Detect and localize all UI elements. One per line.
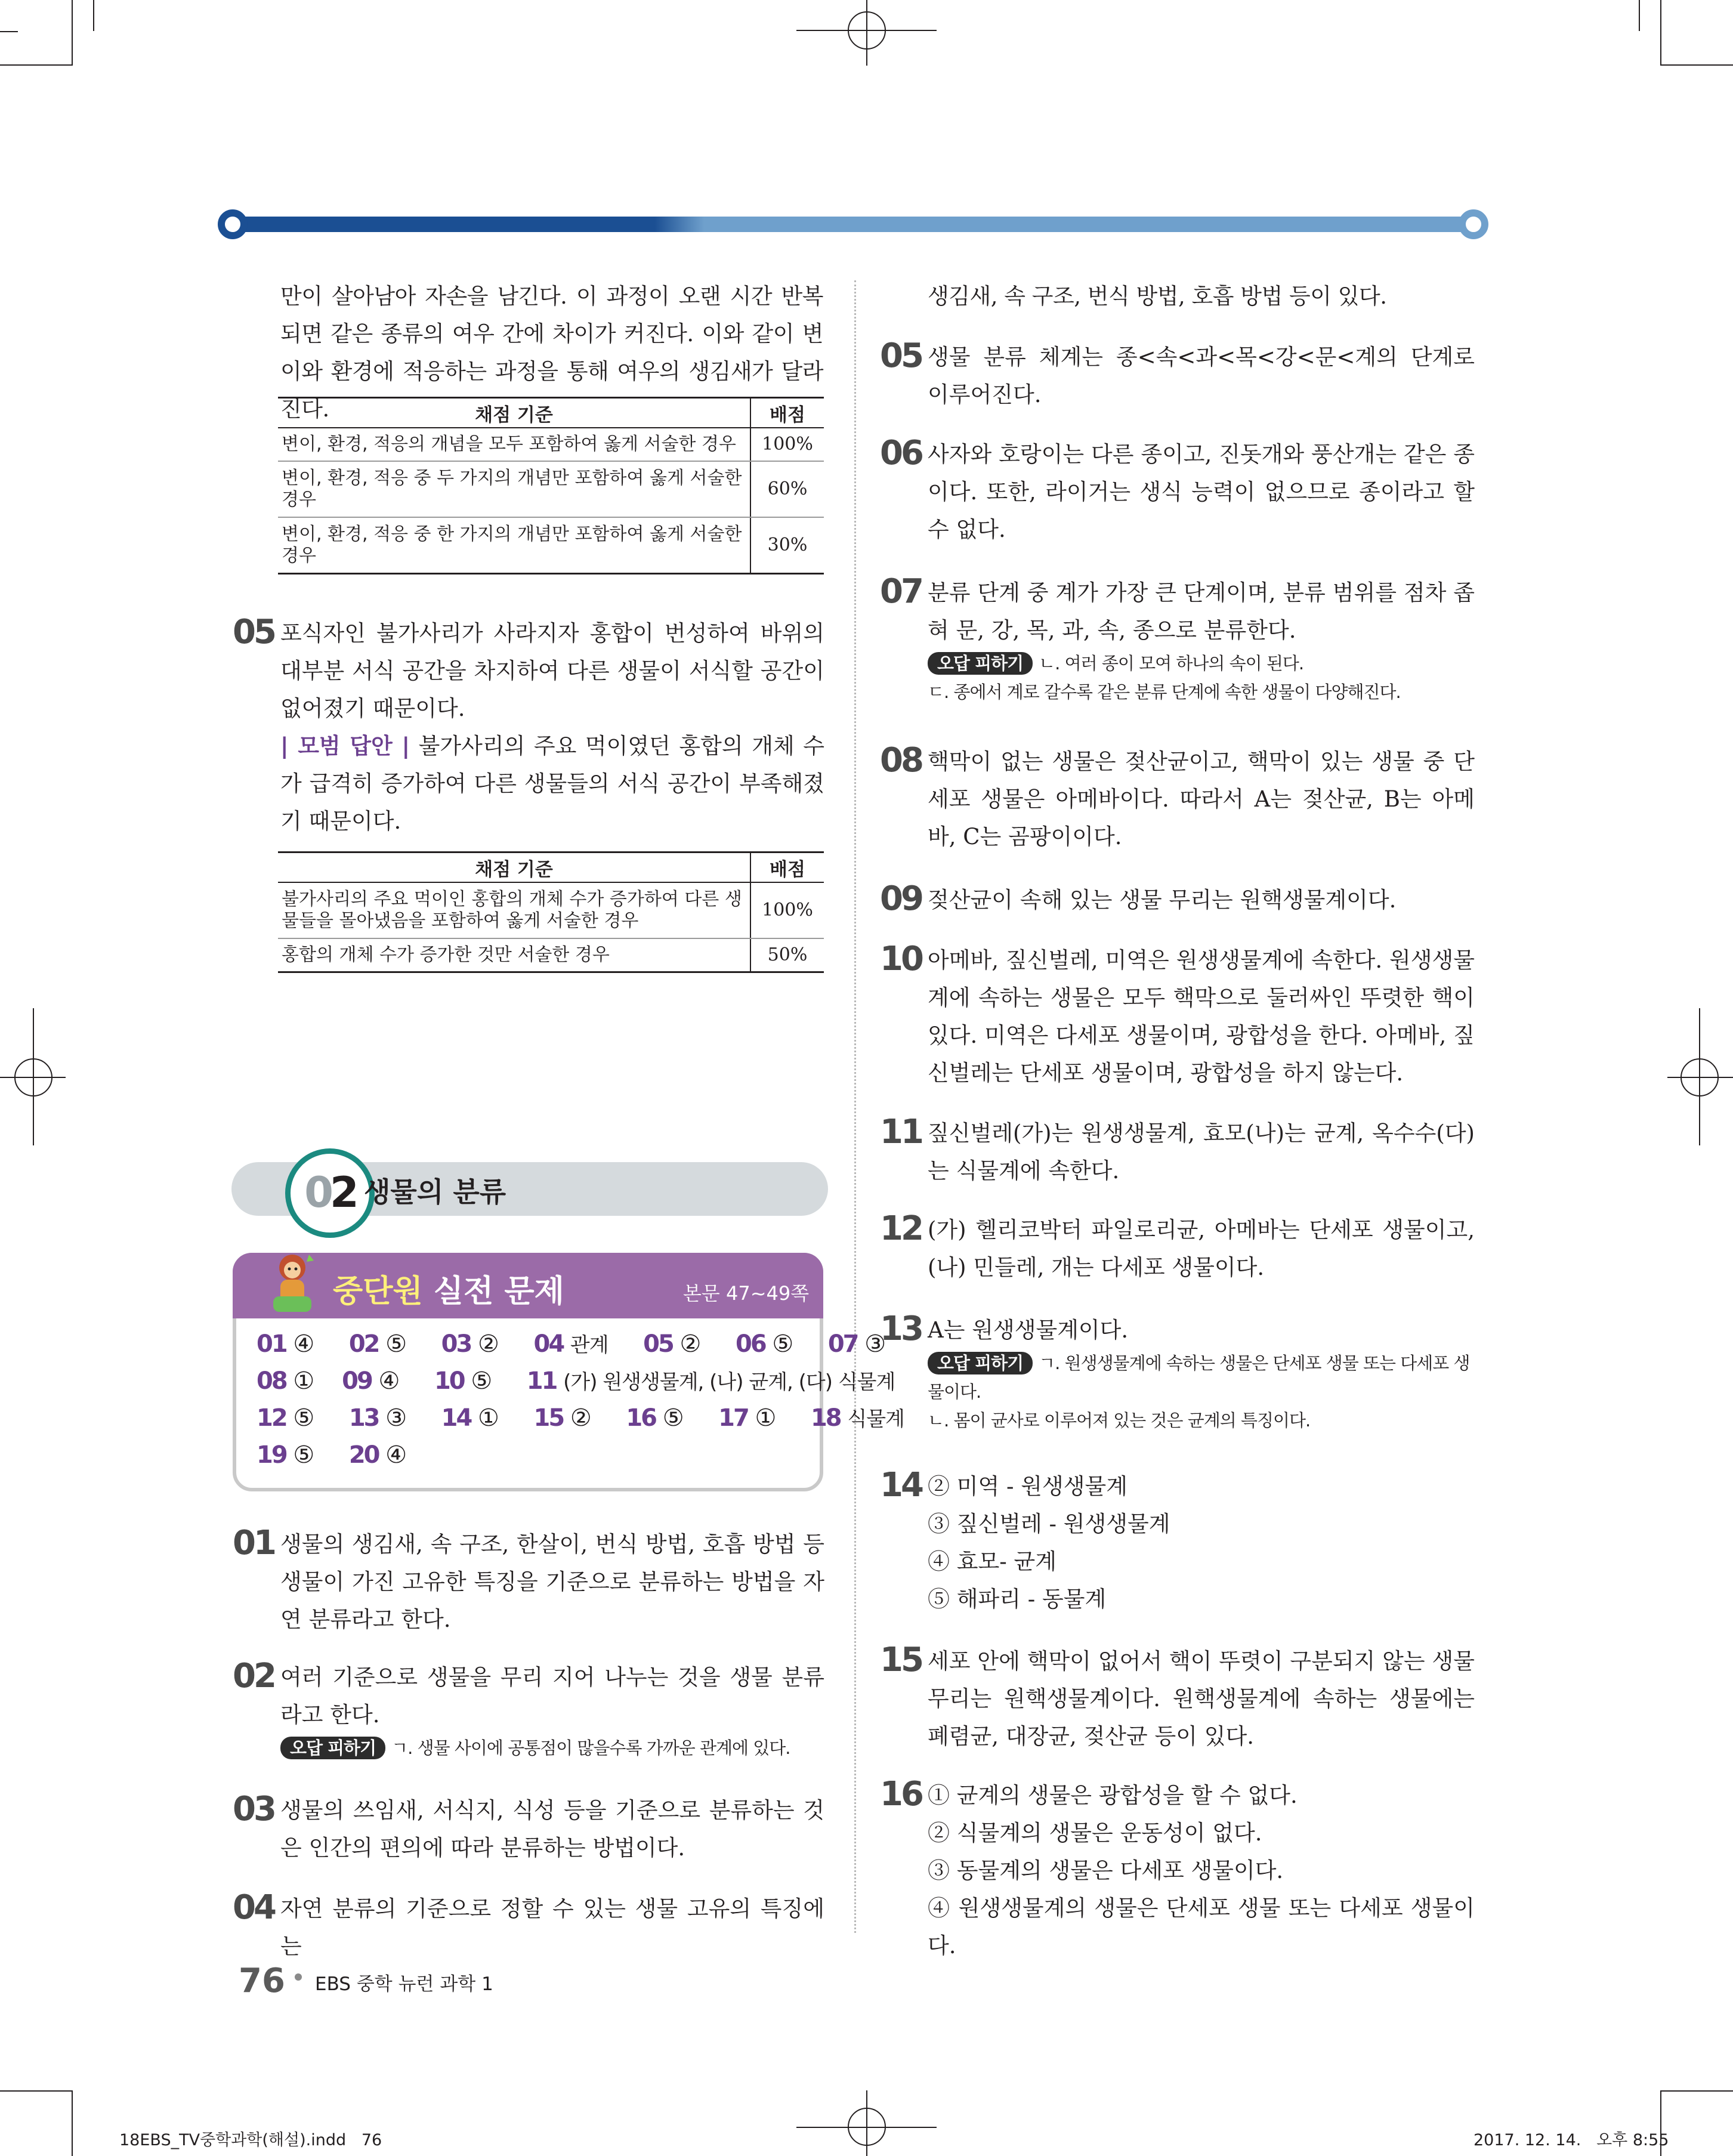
left-top-paragraph: 만이 살아남아 자손을 남긴다. 이 과정이 오랜 시간 반복되면 같은 종류의 여우 간에 차이가 커진다. 이와 같이 변이와 환경에 적응하는 과정을 통해 여우의 생김새가 달라진다. bbox=[280, 283, 823, 422]
table-row: 변이, 환경, 적응 중 한 가지의 개념만 포함하여 옳게 서술한 경우 30% bbox=[278, 517, 824, 574]
bullet-dot bbox=[295, 1973, 302, 1981]
model-answer-label: | 모범 답안 | bbox=[280, 733, 410, 759]
table-header-criteria: 채점 기준 bbox=[278, 398, 750, 428]
section-number: 02 bbox=[285, 1148, 375, 1238]
answer-row-4: 19 ⑤ 20 ④ bbox=[257, 1441, 407, 1469]
answer-row-1: 01 ④ 02 ⑤ 03 ② 04 관계 05 ② 06 ⑤ 07 ③ bbox=[257, 1330, 886, 1358]
practice-title: 중단원 실전 문제 bbox=[333, 1274, 564, 1309]
answer-item-right-11: 11 짚신벌레(가)는 원생생물계, 효모(나)는 균계, 옥수수(다)는 식물계에 속한다. bbox=[880, 1113, 1475, 1184]
table-row: 홍합의 개체 수가 증가한 것만 서술한 경우 50% bbox=[278, 938, 824, 972]
answer-item-left-03: 03 생물의 쓰임새, 서식지, 식성 등을 기준으로 분류하는 것은 인간의 편의에 따라 분류하는 방법이다. bbox=[233, 1790, 824, 1861]
book-title: EBS 중학 뉴런 과학 1 bbox=[315, 1973, 493, 1995]
grading-table-2: 채점 기준 배점 불가사리의 주요 먹이인 홍합의 개체 수가 증가하여 다른 생물들을 몰아냈음을 포함하여 옳게 서술한 경우 100% 홍합의 개체 수가 증가한 것만 서술한 경우 50% bbox=[278, 851, 824, 973]
answer-item-right-15: 15 세포 안에 핵막이 없어서 핵이 뚜렷이 구분되지 않는 생물 무리는 원핵생물계이다. 원핵생물계에 속하는 생물에는 폐렴균, 대장균, 젖산균 등이 있다. bbox=[880, 1641, 1475, 1749]
answer-item-right-09: 09 젖산균이 속해 있는 생물 무리는 원핵생물계이다. bbox=[880, 879, 1397, 918]
answer-item-right-07: 07 분류 단계 중 계가 가장 큰 단계이며, 분류 범위를 점차 좁혀 문, 강, 목, 과, 속, 종으로 분류한다. 오답 피하기 ㄴ. 여러 종이 모여 하나의 속이 된다. ㄷ. 종에서 계로 갈수록 같은 분류 단계에 속한 생물이 다양해진다. bbox=[880, 572, 1475, 702]
answer-row-3: 12 ⑤ 13 ③ 14 ① 15 ② 16 ⑤ 17 ① 18 식물계 bbox=[257, 1404, 904, 1432]
answer-item-left-04: 04 자연 분류의 기준으로 정할 수 있는 생물 고유의 특징에는 bbox=[233, 1888, 824, 1959]
avoid-mistake-tag: 오답 피하기 bbox=[928, 1352, 1033, 1374]
print-date: 2017. 12. 14. 오후 8:55 bbox=[1473, 2131, 1669, 2149]
answer-item-right-06: 06 사자와 호랑이는 다른 종이고, 진돗개와 풍산개는 같은 종이다. 또한, 라이거는 생식 능력이 없으므로 종이라고 할 수 없다. bbox=[880, 434, 1475, 542]
model-answer-text: 불가사리의 주요 먹이였던 홍합의 개체 수가 급격히 증가하여 다른 생물들의 서식 공간이 부족해졌기 때문이다. bbox=[280, 733, 824, 834]
avoid-mistake-tag: 오답 피하기 bbox=[928, 652, 1033, 675]
answer-item-right-16: 16 ① 균계의 생물은 광합성을 할 수 없다. ② 식물계의 생물은 운동성이 없다. ③ 동물계의 생물은 다세포 생물이다. ④ 원생생물계의 생물은 단세포 생물 또는 다세포 생물이다. bbox=[880, 1775, 1475, 1959]
item-number: 05 bbox=[233, 613, 274, 651]
table-header-score: 배점 bbox=[750, 398, 824, 428]
answer-item-right-05: 05 생물 분류 체계는 종<속<과<목<강<문<계의 단계로 이루어진다. bbox=[880, 336, 1475, 407]
header-bar-right-dot bbox=[1459, 209, 1488, 239]
answer-item-right-08: 08 핵막이 없는 생물은 젖산균이고, 핵막이 있는 생물 중 단세포 생물은 아메바이다. 따라서 A는 젖산균, B는 아메바, C는 곰팡이이다. bbox=[880, 741, 1475, 850]
answer-item-left-05 bbox=[233, 614, 824, 840]
section-title: 생물의 분류 bbox=[364, 1176, 506, 1208]
table-row: 변이, 환경, 적응 중 두 가지의 개념만 포함하여 옳게 서술한 경우 60% bbox=[278, 461, 824, 517]
practice-page-ref: 본문 47~49쪽 bbox=[683, 1282, 810, 1305]
right-top-line: 생김새, 속 구조, 번식 방법, 호흡 방법 등이 있다. bbox=[928, 283, 1387, 309]
answer-row-2: 08 ① 09 ④ 10 ⑤ 11 (가) 원생생물계, (나) 균계, (다) 식물계 bbox=[257, 1367, 895, 1395]
answer-item-right-14: 14 ② 미역 - 원생생물계 ③ 짚신벌레 - 원생생물계 ④ 효모- 균계 ⑤ 해파리 - 동물계 bbox=[880, 1466, 1170, 1612]
answer-item-right-12: 12 (가) 헬리코박터 파일로리균, 아메바는 단세포 생물이고, (나) 민들레, 개는 다세포 생물이다. bbox=[880, 1209, 1475, 1280]
table-row: 불가사리의 주요 먹이인 홍합의 개체 수가 증가하여 다른 생물들을 몰아냈음을 포함하여 옳게 서술한 경우 100% bbox=[278, 882, 824, 938]
answer-item-left-01: 01 생물의 생김새, 속 구조, 한살이, 번식 방법, 호흡 방법 등 생물이 가진 고유한 특징을 기준으로 분류하는 방법을 자연 분류라고 한다. bbox=[233, 1524, 824, 1632]
mascot-icon bbox=[262, 1250, 322, 1315]
page-number: 76 bbox=[239, 1962, 285, 2000]
answer-item-right-10: 10 아메바, 짚신벌레, 미역은 원생생물계에 속한다. 원생생물계에 속하는 생물은 모두 핵막으로 둘러싸인 뚜렷한 핵이 있다. 미역은 다세포 생물이며, 광합성을 한다. 아메바, 짚신벌레는 단세포 생물이며, 광합성을 하지 않는다. bbox=[880, 940, 1475, 1086]
header-bar-left-dot bbox=[218, 209, 248, 239]
column-divider bbox=[854, 280, 856, 1933]
grading-table-1 bbox=[278, 397, 824, 574]
answer-item-left-02: 02 여러 기준으로 생물을 무리 지어 나누는 것을 생물 분류라고 한다. 오답 피하기 ㄱ. 생물 사이에 공통점이 많을수록 가까운 관계에 있다. bbox=[233, 1657, 824, 1758]
file-name: 18EBS_TV중학과학(해설).indd 76 bbox=[119, 2131, 382, 2149]
item-text: 포식자인 불가사리가 사라지자 홍합이 번성하여 바위의 대부분 서식 공간을 차지하여 다른 생물이 서식할 공간이 없어졌기 때문이다. bbox=[280, 620, 824, 721]
answer-item-right-13: 13 A는 원생생물계이다. 오답 피하기 ㄱ. 원생생물계에 속하는 생물은 단세포 생물 또는 다세포 생물이다. ㄴ. 몸이 균사로 이루어져 있는 것은 균계의 특징이다. bbox=[880, 1309, 1470, 1431]
avoid-mistake-tag: 오답 피하기 bbox=[280, 1737, 385, 1759]
table-row: 변이, 환경, 적응의 개념을 모두 포함하여 옳게 서술한 경우 100% bbox=[278, 428, 824, 461]
header-bar bbox=[233, 217, 1473, 232]
